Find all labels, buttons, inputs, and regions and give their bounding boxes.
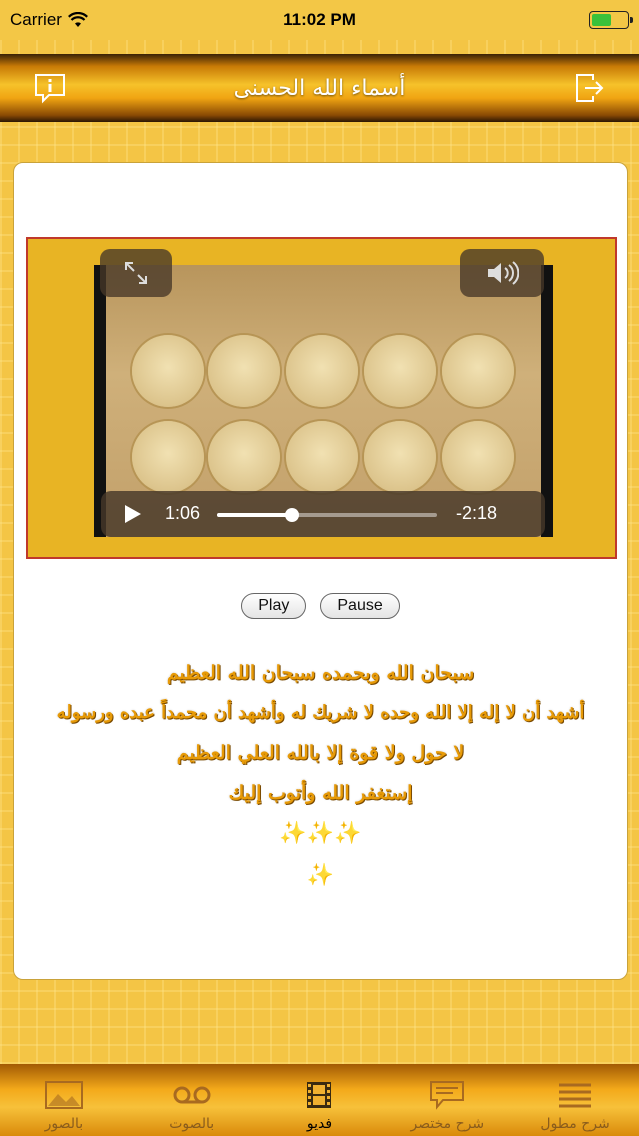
name-medallion [208,335,280,407]
pause-button[interactable]: Pause [320,593,399,619]
name-medallion [132,421,204,493]
dhikr-text [14,653,627,897]
sparkles-emoji: ✨✨✨ [279,821,362,846]
play-button[interactable]: Play [241,593,306,619]
carrier-label: Carrier [10,10,62,29]
dhikr-line: إستغفر الله وأتوب إليك [228,782,413,804]
dhikr-line: أشهد أن لا إله إلا الله وحده لا شريك له وأشهد أن محمداً عبده ورسوله [56,702,585,723]
elapsed-time: 1:06 [165,503,201,523]
content-panel [13,162,628,980]
video-frame [26,237,617,559]
tab-label: بالصوت [169,1116,215,1132]
name-medallion [132,335,204,407]
speaker-icon [485,260,519,286]
name-medallion [364,335,436,407]
carrier-group [10,10,88,30]
volume-button[interactable] [460,249,544,297]
tab-label: شرح مطول [540,1116,610,1132]
wifi-icon [68,12,88,28]
tab-label: شرح مختصر [410,1116,485,1132]
clock: 11:02 PM [283,10,356,29]
battery-icon [589,11,629,29]
fullscreen-button[interactable] [100,249,172,297]
playback-buttons [14,593,627,619]
image-icon [44,1080,84,1110]
page-title: أسماء الله الحسنى [233,75,406,101]
progress-thumb[interactable] [285,508,299,522]
exit-button[interactable] [569,70,609,106]
name-medallion [442,421,514,493]
status-bar [0,0,639,40]
play-icon[interactable] [121,503,143,525]
tab-long-explanation[interactable] [511,1064,639,1136]
progress-slider[interactable] [217,513,437,517]
tab-label: بالصور [44,1116,84,1132]
info-button[interactable] [30,70,70,106]
dhikr-line: سبحان الله وبحمده سبحان الله العظيم [166,662,475,684]
name-medallion [286,421,358,493]
tab-bar [0,1064,639,1136]
tab-images[interactable] [0,1064,128,1136]
chat-bubble-icon [427,1080,467,1110]
name-medallion [208,421,280,493]
film-icon [299,1080,339,1110]
remaining-time: -2:18 [455,503,497,523]
name-medallion [286,335,358,407]
exit-icon [573,72,605,104]
tab-label: فديو [306,1116,333,1132]
dhikr-line: لا حول ولا قوة إلا بالله العلي العظيم [176,742,465,764]
list-icon [555,1080,595,1110]
progress-fill [217,513,292,517]
nav-bar [0,54,639,122]
sparkles-emoji: ✨ [306,863,335,888]
name-medallion [364,421,436,493]
expand-icon [122,259,150,287]
tab-audio[interactable] [128,1064,256,1136]
tab-video[interactable] [256,1064,384,1136]
info-bubble-icon [33,72,67,104]
name-medallion [442,335,514,407]
tab-short-explanation[interactable] [383,1064,511,1136]
voicemail-icon [172,1080,212,1110]
video-controls [101,491,545,537]
